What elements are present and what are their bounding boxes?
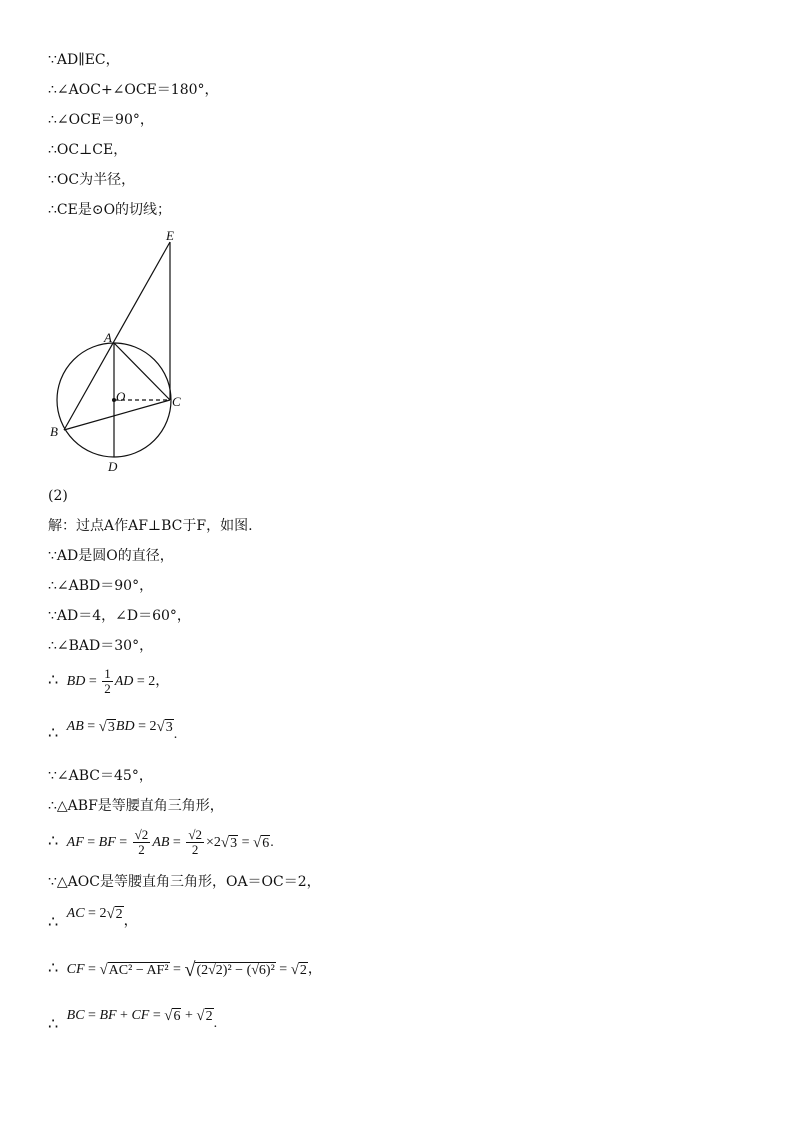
bd-lhs: BD [66,673,86,689]
frac-den: 2 [104,681,111,696]
ab-lhs: AB [66,719,84,734]
part2-line-1: 解：过点A作AF⊥BC于F，如图. [48,518,253,534]
ac-coef: 2 [99,906,107,921]
bc-bf: BF [99,1008,117,1023]
bc-plus2: + [184,1008,193,1023]
cf-lhs: CF [66,962,85,977]
therefore-symbol: ∴ [48,830,59,850]
label-d: D [108,459,118,474]
sqrt-body: 3 [230,835,238,851]
segment-bc [64,400,170,430]
sqrt-6: √ 6 [164,1008,181,1024]
ab-bd: BD [115,719,135,734]
part2-line-6: ∵∠ABC＝45°， [48,768,153,784]
proof-line-6: ∴CE是⊙O的切线； [48,202,172,218]
bc-eq2: = [152,1008,161,1023]
part2-line-5: ∴∠BAD＝30°， [48,638,154,654]
sqrt-3-body: 3 [107,720,115,735]
sqrt-body: 2 [115,907,123,922]
eq-ac [48,902,138,931]
sqrt-big: √ (2√2)² − (√6)² [184,959,275,981]
sqrt-2: √ 2 [106,906,123,922]
ab-eq: = [87,719,96,734]
therefore-symbol: ∴ [48,1014,59,1033]
therefore-symbol: ∴ [48,958,59,977]
sqrt-ac2-af2: √ AC² − AF² [99,962,169,978]
cf-tail: ， [307,962,322,977]
sqrt-body: 6 [173,1009,181,1024]
af-eq2: = [119,834,128,850]
proof-line-4: ∴OC⊥CE， [48,142,128,158]
sqrt-2: √ 2 [196,1008,213,1024]
sqrt-3: √ 3 [98,719,115,735]
ab-eq2: = [138,719,146,734]
part2-line-7: ∴△ABF是等腰直角三角形， [48,798,224,814]
sqrt-big-body [195,962,275,978]
ac-eq: = [88,906,96,921]
sqrt-2: √ 2 [290,962,307,978]
part2-line-2: ∵AD是圆O的直径， [48,548,174,564]
minus: − [235,963,244,978]
af-tail: . [270,834,274,850]
bd-ad: AD [114,673,134,689]
af-coef: 2 [213,834,221,850]
fraction-root2-over-2 [133,828,151,857]
proof-line-5: ∵OC为半径， [48,172,136,188]
bd-value: 2 [148,673,156,689]
label-c: C [172,394,181,409]
proof-line-2: ∴∠AOC+∠OCE＝180°， [48,82,219,98]
part2-line-8: ∵△AOC是等腰直角三角形，OA＝OC＝2， [48,874,321,890]
part2-label: (2) [48,488,68,504]
af-eq: = [87,834,96,850]
eq-bd [48,667,169,696]
sqrt-body: 2 [205,1009,213,1024]
frac-num: 1 [104,666,111,681]
sqrt-3b: √ 3 [156,719,173,735]
term-a: (2√2)² [196,963,232,978]
af-eq4: = [241,834,250,850]
sqrt-body: 6 [262,835,270,851]
eq-bc [48,1004,218,1033]
frac-den: 2 [138,842,145,857]
sqrt-body: AC² − AF² [108,963,169,978]
ab-tail: . [173,727,178,742]
therefore-symbol: ∴ [48,723,59,742]
frac-den: 2 [191,842,199,857]
cf-eq: = [88,962,96,977]
af-bf: BF [98,834,116,850]
label-e: E [166,228,174,243]
sqrt-body: 2 [299,963,307,978]
therefore-symbol: ∴ [48,669,59,689]
part2-line-3: ∴∠ABD＝90°， [48,578,154,594]
bc-tail: . [213,1016,218,1031]
label-b: B [50,424,58,439]
af-eq3: = [172,834,181,850]
geometry-figure [44,228,194,476]
af-ab: AB [152,834,170,850]
fraction-root2-over-2b [186,828,204,857]
frac-num: √2 [134,827,149,842]
bd-eq2: = [136,673,145,689]
bd-tail: ， [155,673,170,689]
part2-line-4: ∵AD＝4，∠D＝60°， [48,608,191,624]
label-a: A [104,330,112,345]
term-b: (√6)² [246,963,275,978]
eq-af [48,828,274,857]
af-times: × [205,834,214,850]
cf-eq2: = [173,962,181,977]
fraction-half [102,667,113,696]
ac-lhs: AC [66,906,85,921]
bc-cf: CF [131,1008,150,1023]
proof-line-1: ∵AD∥EC， [48,52,120,68]
therefore-symbol: ∴ [48,912,59,931]
ab-coef: 2 [149,719,157,734]
ac-tail: ， [123,914,138,929]
eq-cf [48,958,322,980]
frac-num: √2 [188,827,202,842]
label-o: O [116,389,126,404]
sqrt-6: √ 6 [253,834,270,851]
bc-lhs: BC [66,1008,85,1023]
bc-eq: = [88,1008,96,1023]
eq-ab [48,715,178,742]
cf-eq3: = [279,962,288,977]
af-lhs: AF [66,834,84,850]
bd-eq: = [88,673,97,689]
sqrt-3b-body: 3 [165,720,173,735]
bc-plus: + [120,1008,128,1023]
proof-line-3: ∴∠OCE＝90°， [48,112,154,128]
sqrt-3: √ 3 [220,834,238,851]
